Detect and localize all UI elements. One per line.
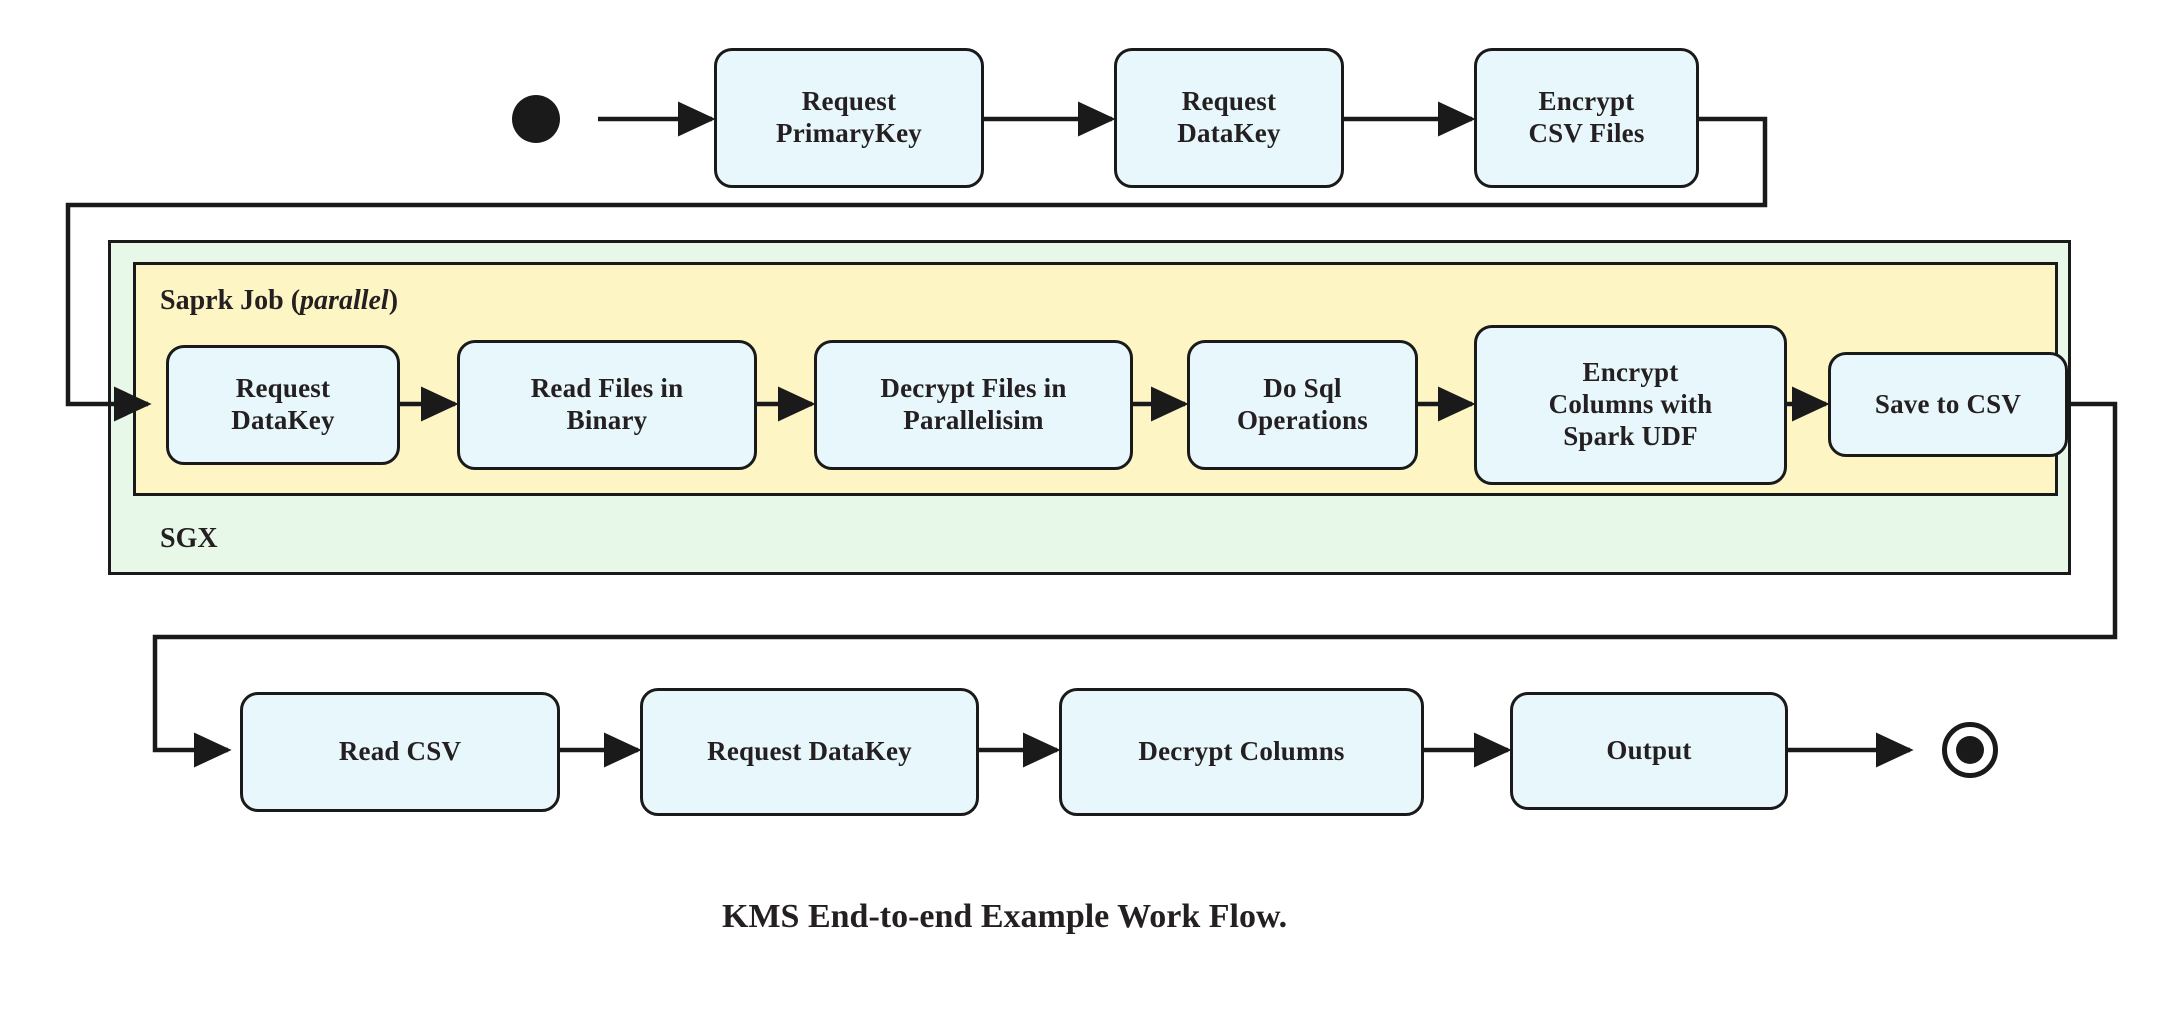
node-decrypt-files-in-parallelisim[interactable] [814,340,1133,470]
region-spark-job-paren-open: ( [290,285,301,316]
node-read-csv[interactable] [240,692,560,812]
node-request-datakey-spark-line1: Request [235,373,331,404]
node-request-primarykey-line1: Request [801,86,897,117]
node-request-datakey-bottom-line1: Request DataKey [707,736,912,767]
region-spark-job-modifier: parallel [300,285,389,316]
node-request-datakey-top-line2: DataKey [1177,118,1281,148]
node-request-datakey-bottom[interactable] [640,688,979,816]
node-save-to-csv-line1: Save to CSV [1874,388,2022,419]
node-read-csv-line1: Read CSV [338,736,462,767]
region-spark-job-paren-close: ) [388,285,399,316]
node-request-primarykey[interactable] [714,48,984,188]
start-node [512,95,560,143]
node-request-datakey-spark-line2: DataKey [231,405,335,435]
diagram-caption: KMS End-to-end Example Work Flow. [722,898,1288,935]
region-spark-job-title: Saprk Job [160,285,284,316]
node-request-datakey-top-line1: Request [1181,86,1277,117]
node-request-primarykey-line2: PrimaryKey [776,118,922,148]
node-request-datakey-spark[interactable] [166,345,400,465]
region-spark-job-label [160,285,398,317]
node-encrypt-csv-files-line2: CSV Files [1528,118,1645,148]
node-do-sql-operations-line2: Operations [1236,405,1368,435]
node-read-files-in-binary-line2: Binary [566,405,648,435]
end-node-inner [1956,736,1984,764]
region-sgx-label: SGX [160,523,218,554]
node-do-sql-operations[interactable] [1187,340,1418,470]
node-read-files-in-binary-line1: Read Files in [530,373,684,404]
node-request-datakey-top[interactable] [1114,48,1344,188]
node-read-files-in-binary[interactable] [457,340,757,470]
node-encrypt-columns-with-spark-udf-line3: Spark UDF [1563,420,1698,451]
node-encrypt-csv-files[interactable] [1474,48,1699,188]
node-save-to-csv[interactable] [1828,352,2068,457]
node-decrypt-columns[interactable] [1059,688,1424,816]
node-do-sql-operations-line1: Do Sql [1263,373,1342,404]
node-decrypt-files-in-parallelisim-line1: Decrypt Files in [880,373,1067,404]
node-decrypt-files-in-parallelisim-line2: Parallelisim [903,405,1044,435]
node-encrypt-csv-files-line1: Encrypt [1538,86,1635,117]
end-node [1942,722,1998,778]
node-encrypt-columns-with-spark-udf-line1: Encrypt [1582,357,1679,388]
node-output[interactable] [1510,692,1788,810]
node-output-line1: Output [1606,735,1692,766]
node-encrypt-columns-with-spark-udf-line2: Columns with [1548,389,1713,420]
node-encrypt-columns-with-spark-udf[interactable] [1474,325,1787,485]
node-decrypt-columns-line1: Decrypt Columns [1138,736,1345,767]
